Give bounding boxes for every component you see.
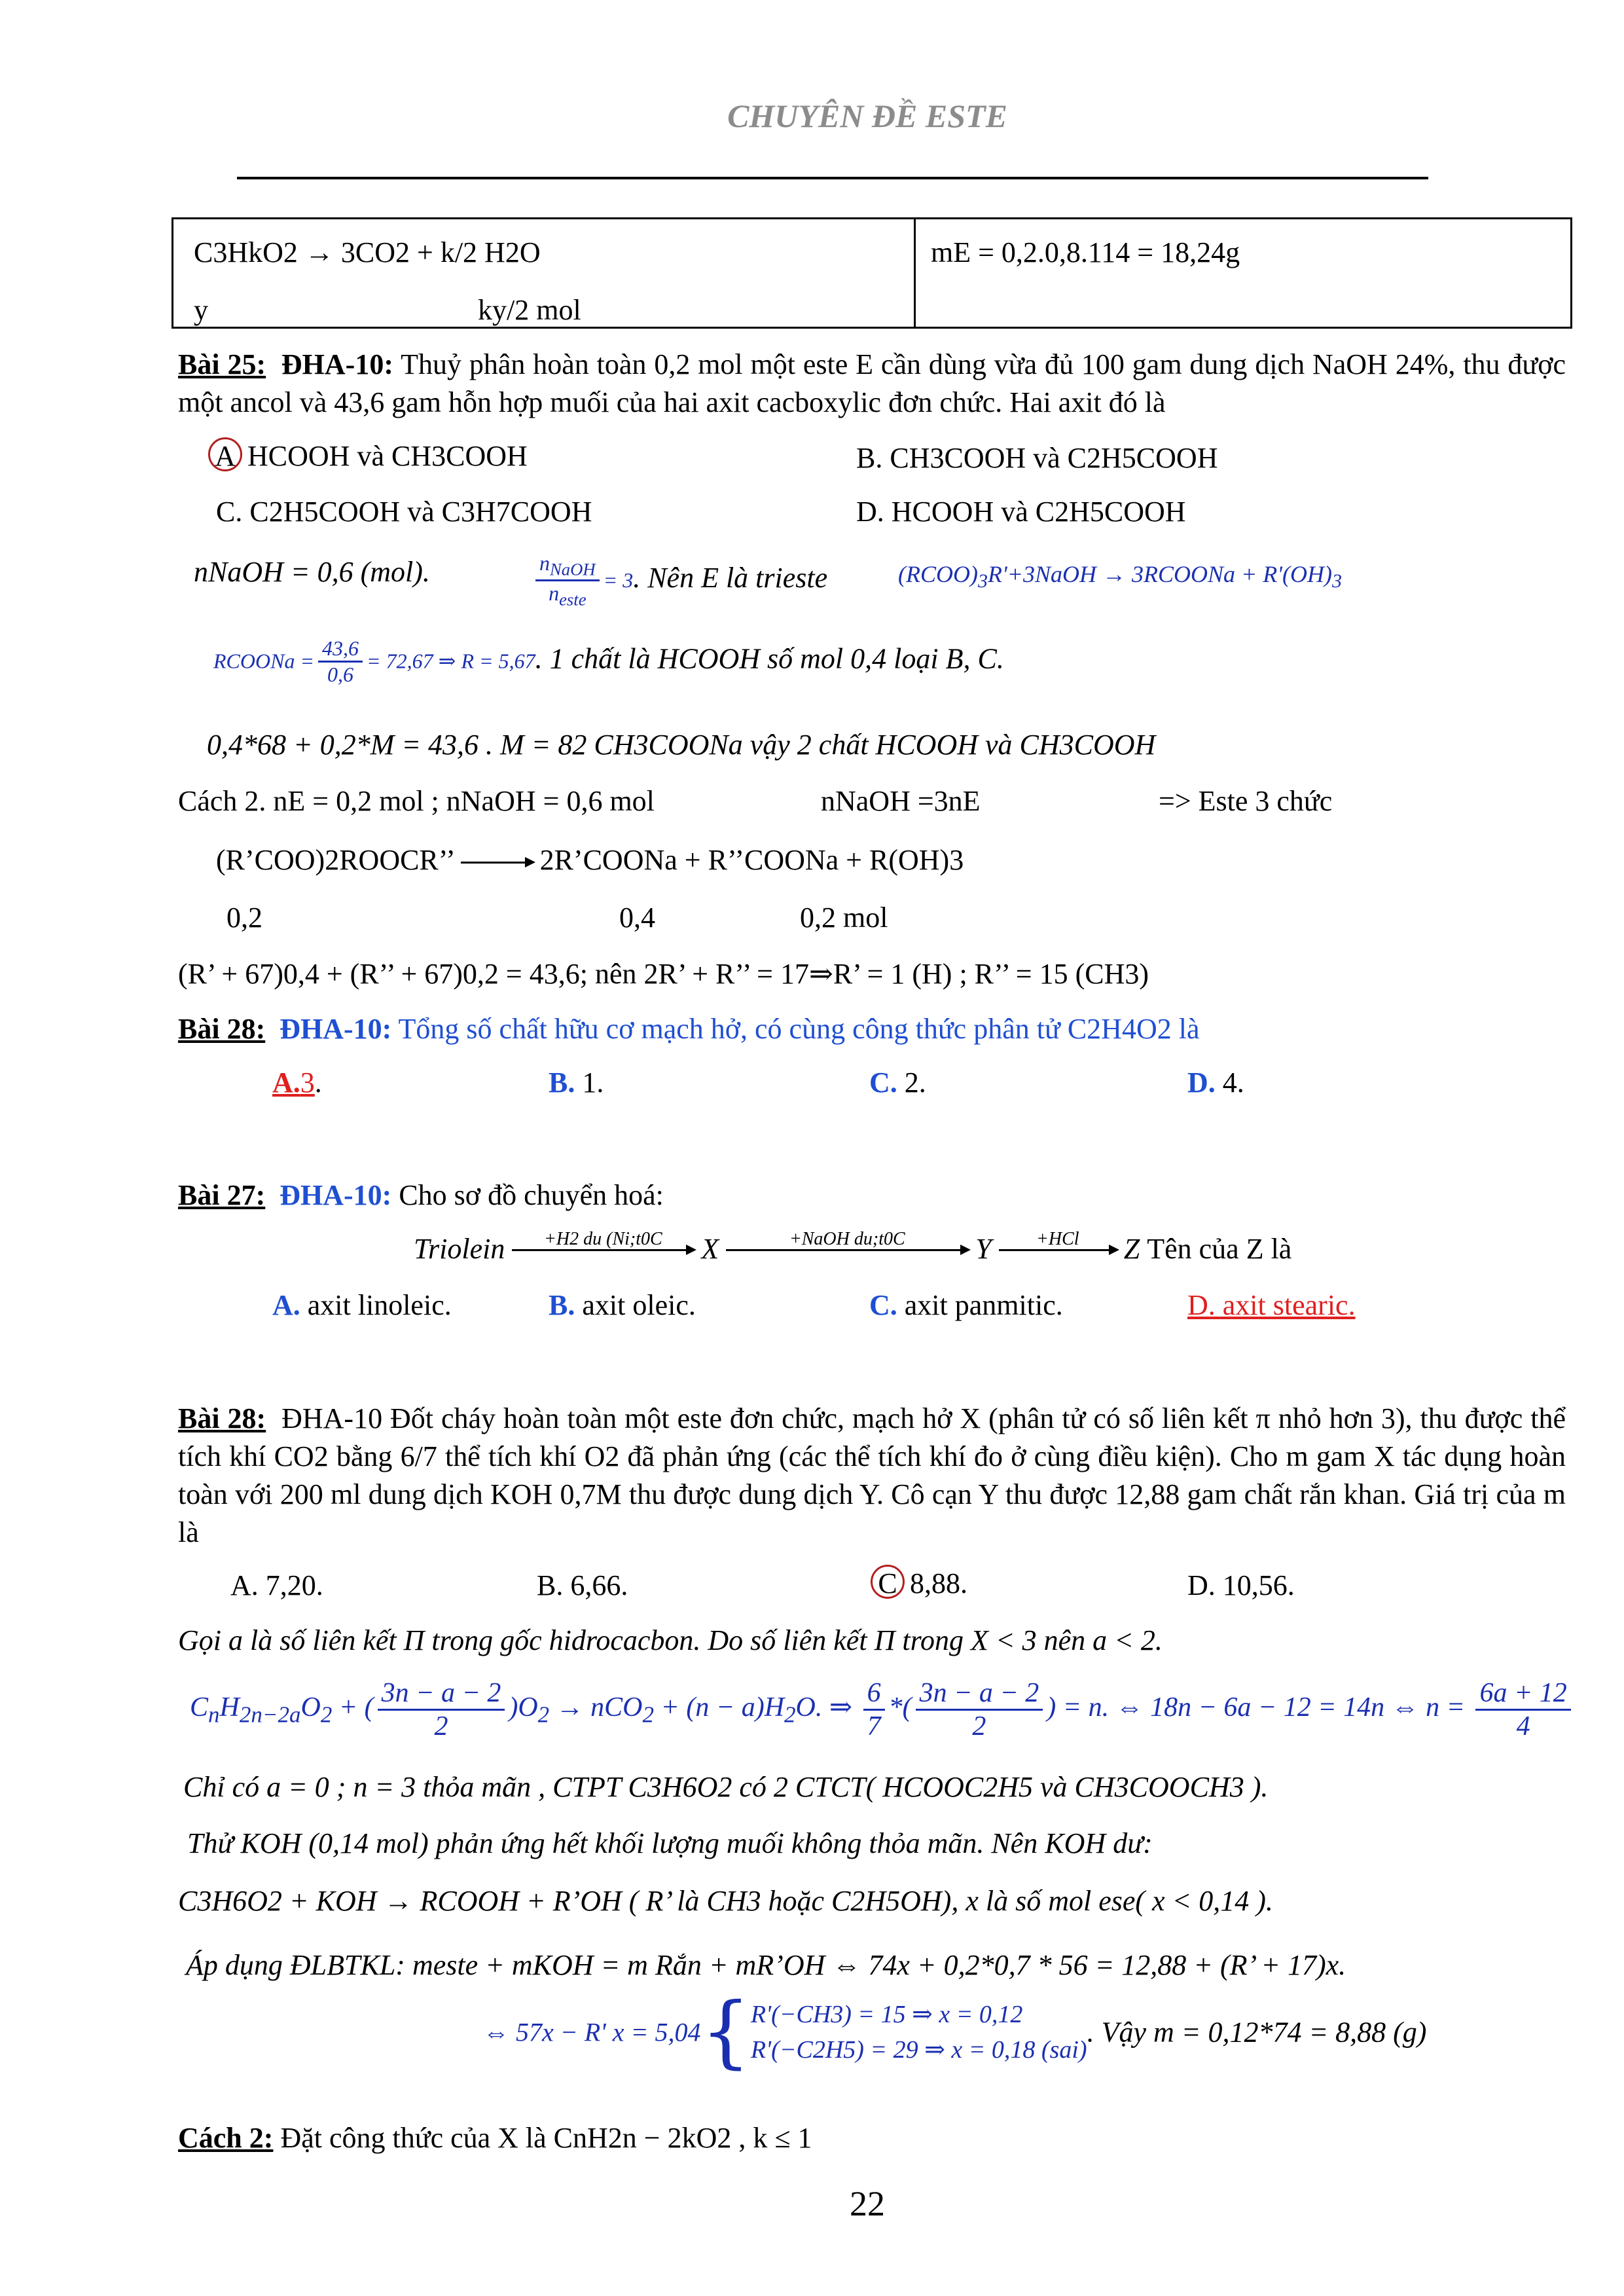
- bai25-ratio-fraction: $\frac{n_{NaOH}}{n_{este}}$ = 3. Nên E là trieste: [532, 551, 827, 610]
- bai25-cach2-c: => Este 3 chức: [1159, 785, 1333, 817]
- bai27-x: X: [701, 1233, 719, 1265]
- scheme-arrow-3: +HCl: [999, 1230, 1117, 1251]
- bai28b-sol5: C3H6O2 + KOH → RCOOH + R’OH ( R’ là CH3 hoặc C2H5OH), x là số mol ese( x < 0,14 ).: [178, 1885, 1273, 1917]
- table-left-line2-a: y: [194, 294, 208, 326]
- bai27-question: [178, 1178, 664, 1212]
- bai28a-option-a-letter: A.: [272, 1066, 300, 1099]
- bai28b-cach2-label: Cách 2:: [178, 2122, 274, 2154]
- bai28b-sol3: Chỉ có a = 0 ; n = 3 thỏa mãn , CTPT C3H6O2 có 2 CTCT( HCOOC2H5 và CH3COOCH3 ).: [183, 1771, 1269, 1803]
- bai25-final: (R’ + 67)0,4 + (R’’ + 67)0,2 = 43,6; nên 2R’ + R’’ = 17⇒R’ = 1 (H) ; R’’ = 15 (CH3): [178, 958, 1149, 990]
- table-divider: [914, 217, 916, 329]
- bai25-sol3: 0,4*68 + 0,2*M = 43,6 . M = 82 CH3COONa vậy 2 chất HCOOH và CH3COOH: [207, 729, 1156, 761]
- reaction-arrow: [461, 862, 533, 864]
- bai28a-option-b: B. 1.: [549, 1066, 604, 1099]
- bai27-tail: Tên của Z là: [1147, 1233, 1292, 1265]
- page-number: 22: [850, 2184, 885, 2223]
- bai25-reaction-left: (R’COO)2ROOCR’’: [216, 844, 454, 876]
- bai25-question: [178, 346, 1566, 422]
- bai25-text: Thuỷ phân hoàn toàn 0,2 mol một este E cần dùng vừa đủ 100 gam dung dịch NaOH 24%, thu được một ancol và 43,6 gam hỗn hợp muối của hai axit cacboxylic đơn chức. Hai axit đó là: [178, 348, 1566, 418]
- bai25-trieste-reaction: $(RCOO)_3R'+3NaOH$ → 3RCOONa + $R'(OH)_3$: [898, 561, 1342, 592]
- table-left-line1: C3HkO2 → 3CO2 + k/2 H2O: [194, 236, 541, 268]
- page-header-title: CHUYÊN ĐỀ ESTE: [727, 98, 1007, 134]
- answer-circle: A: [208, 437, 242, 471]
- bai28a-question: [178, 1012, 1199, 1046]
- bai25-sol1b: . Nên E là trieste: [633, 561, 828, 594]
- bai25-mol-c: 0,2 mol: [800, 902, 888, 934]
- bai28b-option-c-text: 8,88.: [910, 1567, 967, 1599]
- bai27-option-b: B. axit oleic.: [549, 1289, 696, 1321]
- bai28b-label: Bài 28:: [178, 1402, 266, 1434]
- bai25-sol1: nNaOH = 0,6 (mol).: [194, 556, 430, 588]
- bai28b-option-d: D. 10,56.: [1187, 1569, 1295, 1601]
- bai25-salt-mass-eq: RCOONa = $\frac{43,6}{0,6}$ = 72,67 ⇒ R = 5,67. 1 chất là HCOOH số mol 0,4 loại B, C.: [213, 636, 1004, 686]
- bai28b-option-c: [871, 1565, 967, 1600]
- bai28b-sol7-left: ⇔ 57x − R' x = 5,04: [483, 2017, 701, 2047]
- scheme-arrow-1: +H2 du (Ni;t0C: [512, 1230, 694, 1251]
- bai28b-sol6: Áp dụng ĐLBTKL: meste + mKOH = m Rắn + mR’OH ⇔ 74x + 0,2*0,7 * 56 = 12,88 + (R’ + 17)x.: [186, 1949, 1346, 1981]
- table-right-line1: mE = 0,2.0,8.114 = 18,24g: [931, 236, 1240, 268]
- bai28a-option-a: [272, 1066, 322, 1099]
- bai28a-option-d: D. 4.: [1187, 1066, 1244, 1099]
- bai27-option-d: D. axit stearic.: [1187, 1289, 1356, 1321]
- bai27-source: ĐHA-10:: [280, 1179, 392, 1211]
- bai25-cach2-b: nNaOH =3nE: [821, 785, 981, 817]
- bai27-option-a: A. axit linoleic.: [272, 1289, 452, 1321]
- summary-table: [171, 217, 1572, 329]
- bai25-reaction-right: 2R’COONa + R’’COONa + R(OH)3: [539, 844, 964, 876]
- bai27-label: Bài 27:: [178, 1179, 266, 1211]
- brace-icon: {: [700, 1986, 751, 2077]
- bai27-text: Cho sơ đồ chuyển hoá:: [399, 1179, 664, 1211]
- bai25-label: Bài 25:: [178, 348, 266, 380]
- bai25-option-a: [208, 437, 528, 473]
- bai25-mol-a: 0,2: [226, 902, 262, 934]
- bai28a-source: ĐHA-10:: [280, 1013, 392, 1045]
- bai28b-text: ĐHA-10 Đốt cháy hoàn toàn một este đơn chức, mạch hở X (phân tử có số liên kết π nhỏ hơn 3), thu được thể tích khí CO2 bằng 6/7 thể tích khí O2 đã phản ứng (các thể tích khí đo ở cùng điều kiện). Cho m gam X tác dụng hoàn toàn với 200 ml dung dịch KOH 0,7M thu được dung dịch Y. Cô cạn Y thu được 12,88 gam chất rắn khan. Giá trị của m là: [178, 1402, 1566, 1548]
- bai28b-cach2-text: Đặt công thức của X là CnH2n − 2kO2 , k ≤ 1: [280, 2122, 812, 2154]
- answer-circle: C: [871, 1565, 905, 1599]
- bai28a-option-c: C. 2.: [869, 1066, 926, 1099]
- bai27-z: Z: [1123, 1233, 1140, 1265]
- bai25-cach2-a: Cách 2. nE = 0,2 mol ; nNaOH = 0,6 mol: [178, 785, 655, 817]
- bai25-source: ĐHA-10:: [281, 348, 393, 380]
- bai25-option-a-text: HCOOH và CH3COOH: [247, 440, 528, 472]
- bai28b-question: [178, 1400, 1566, 1552]
- bai28a-option-a-value: 3: [300, 1066, 315, 1099]
- bai28a-text: Tổng số chất hữu cơ mạch hở, có cùng công thức phân tử C2H4O2 là: [398, 1013, 1200, 1045]
- bai28b-sol4: Thử KOH (0,14 mol) phản ứng hết khối lượng muối không thỏa mãn. Nên KOH dư:: [187, 1827, 1153, 1859]
- bai25-option-c: C. C2H5COOH và C3H7COOH: [216, 496, 592, 528]
- bai27-start: Triolein: [414, 1233, 505, 1265]
- bai25-sol2: . 1 chất là HCOOH số mol 0,4 loại B, C.: [535, 642, 1004, 675]
- bai28b-combustion-eq: $C_nH_{2n-2a}O_2$ + ( $\frac{3n - a - 2}{2}$ )$O_2 \to nCO_2 + (n - a)H_2O$. ⇒ $\frac{6}{7}$ *( $\frac{3n - a - 2}{2}$ ) = n. ⇔ 18n − 6a − 12 = 14n ⇔ n = $\frac{6a + 12}{4}$: [190, 1677, 1575, 1742]
- bai28b-case-1: R'(−CH3) = 15 ⇒ x = 0,12: [750, 2001, 1023, 2028]
- bai28b-option-b: B. 6,66.: [537, 1569, 628, 1601]
- bai27-option-c: C. axit panmitic.: [869, 1289, 1063, 1321]
- bai28b-case-2: R'(−C2H5) = 29 ⇒ x = 0,18 (sai): [750, 2036, 1087, 2064]
- bai28b-system: [483, 1986, 1427, 2077]
- bai28a-option-a-dot: .: [314, 1066, 322, 1099]
- bai25-option-b: B. CH3COOH và C2H5COOH: [856, 442, 1218, 474]
- table-left-line2-b: ky/2 mol: [478, 294, 581, 326]
- bai28b-sol7-right: . Vậy m = 0,12*74 = 8,88 (g): [1087, 2016, 1427, 2049]
- bai28b-option-a: A. 7,20.: [230, 1569, 323, 1601]
- bai25-option-d: D. HCOOH và C2H5COOH: [856, 496, 1186, 528]
- bai28a-label: Bài 28:: [178, 1013, 266, 1045]
- scheme-arrow-2: +NaOH du;t0C: [726, 1230, 968, 1251]
- bai28b-sol1: Gọi a là số liên kết Π trong gốc hidrocacbon. Do số liên kết Π trong X < 3 nên a < 2.: [178, 1624, 1163, 1656]
- bai28b-cach2: [178, 2121, 812, 2155]
- bai27-y: Y: [975, 1233, 992, 1265]
- bai27-scheme: [414, 1230, 1291, 1266]
- header-rule: [237, 177, 1428, 179]
- bai25-mol-b: 0,4: [619, 902, 655, 934]
- bai25-reaction: [216, 843, 964, 877]
